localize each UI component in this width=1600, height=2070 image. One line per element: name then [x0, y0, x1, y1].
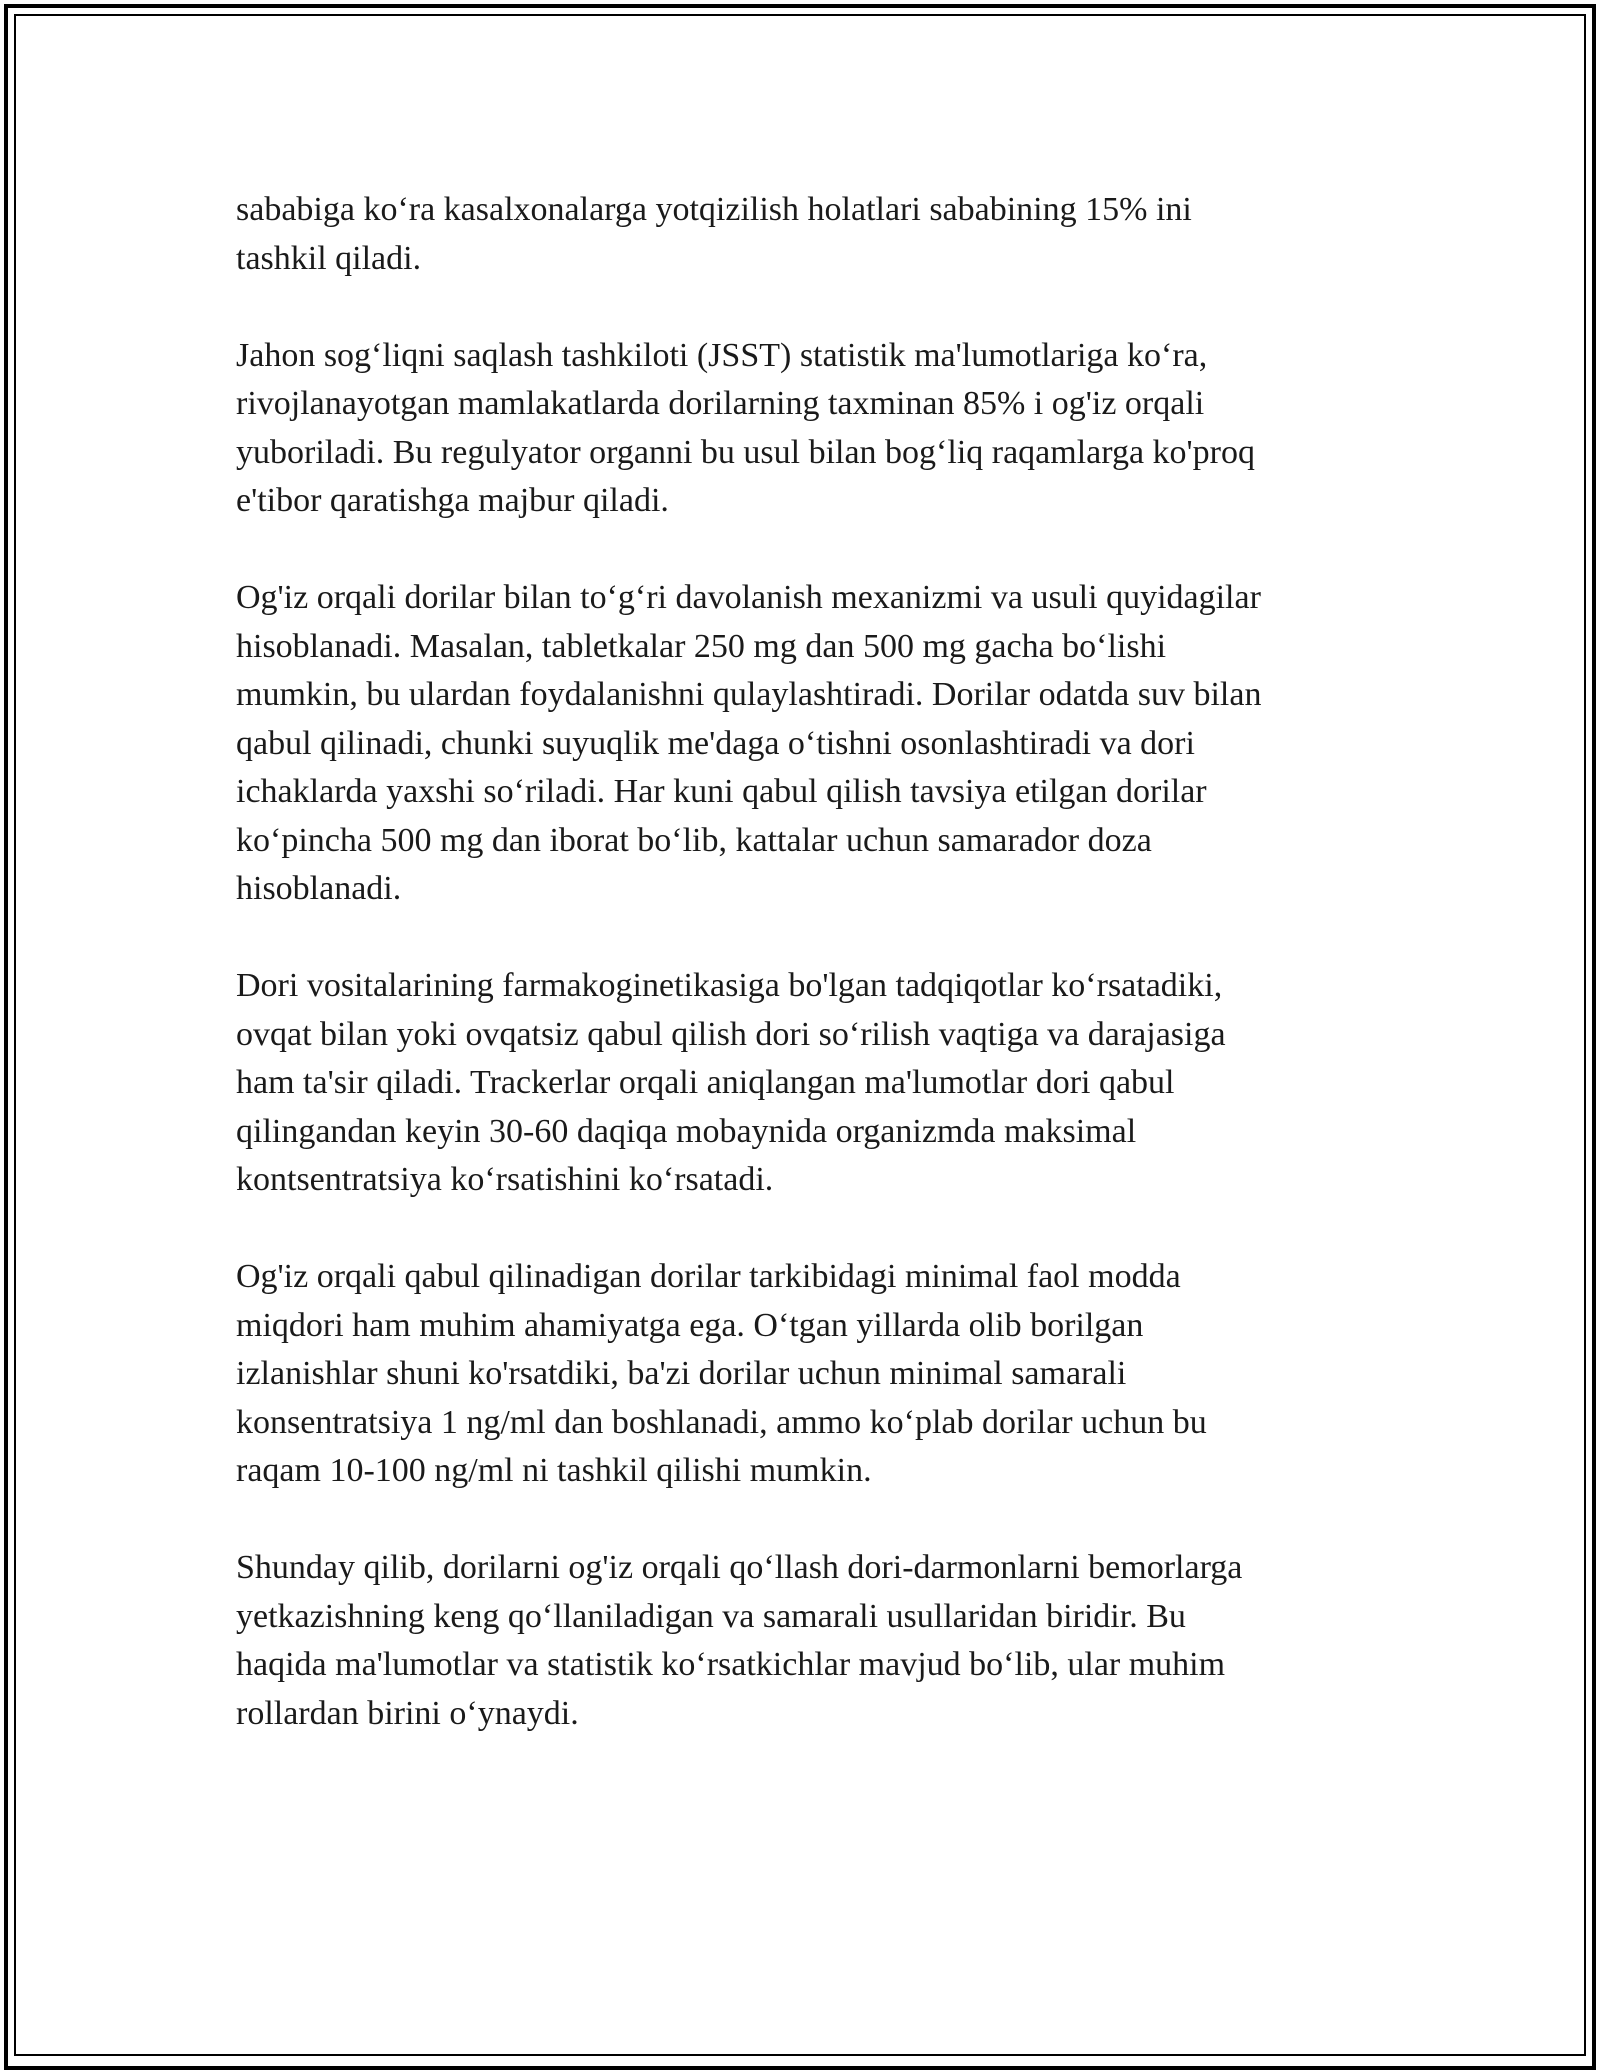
paragraph-6 — [236, 1544, 1386, 1738]
text-line: miqdori ham muhim ahamiyatga ega. O‘tgan yillarda olib borilgan — [236, 1306, 1144, 1344]
paragraph-1 — [236, 186, 1386, 283]
text-line: hisoblanadi. — [236, 870, 402, 907]
text-line: raqam 10-100 ng/ml ni tashkil qilishi mumkin. — [236, 1452, 872, 1489]
text-line: tashkil qiladi. — [236, 239, 422, 277]
text-line: konsentratsiya 1 ng/ml dan boshlanadi, ammo ko‘plab dorilar uchun bu — [236, 1403, 1207, 1441]
text-line: ham ta'sir qiladi. Trackerlar orqali aniqlangan ma'lumotlar dori qabul — [236, 1064, 1175, 1101]
text-line: yuboriladi. Bu regulyator organni bu usul bilan bog‘liq raqamlarga ko'proq — [236, 433, 1256, 471]
text-line: rollardan birini o‘ynaydi. — [236, 1694, 579, 1732]
document-body — [236, 186, 1386, 1787]
paragraph-3 — [236, 574, 1386, 914]
text-line: Shunday qilib, dorilarni og'iz orqali qo‘llash dori-darmonlarni bemorlarga — [236, 1549, 1243, 1586]
text-line: haqida ma'lumotlar va statistik ko‘rsatkichlar mavjud bo‘lib, ular muhim — [236, 1646, 1226, 1683]
text-line: qilingandan keyin 30-60 daqiqa mobaynida organizmda maksimal — [236, 1112, 1137, 1150]
text-line: e'tibor qaratishga majbur qiladi. — [236, 482, 669, 519]
text-line: izlanishlar shuni ko'rsatdiki, ba'zi dorilar uchun minimal samarali — [236, 1355, 1127, 1392]
text-line: ovqat bilan yoki ovqatsiz qabul qilish dori so‘rilish vaqtiga va darajasiga — [236, 1015, 1226, 1053]
text-line: Dori vositalarining farmakoginetikasiga bo'lgan tadqiqotlar ko‘rsatadiki, — [236, 967, 1223, 1004]
text-line: Og'iz orqali qabul qilinadigan dorilar tarkibidagi minimal faol modda — [236, 1258, 1181, 1295]
paragraph-2 — [236, 332, 1386, 526]
paragraph-5 — [236, 1253, 1386, 1496]
text-line: qabul qilinadi, chunki suyuqlik me'daga o‘tishni osonlashtiradi va dori — [236, 724, 1195, 762]
text-line: kontsentratsiya ko‘rsatishini ko‘rsatadi. — [236, 1161, 774, 1198]
text-line: Jahon sog‘liqni saqlash tashkiloti (JSST) statistik ma'lumotlariga ko‘ra, — [236, 336, 1208, 374]
text-line: Og'iz orqali dorilar bilan to‘g‘ri davolanish mexanizmi va usuli quyidagilar — [236, 579, 1261, 616]
text-line: sababiga ko‘ra kasalxonalarga yotqizilish holatlari sababining 15% ini — [236, 191, 1192, 228]
text-line: ko‘pincha 500 mg dan iborat bo‘lib, kattalar uchun samarador doza — [236, 821, 1152, 859]
text-line: hisoblanadi. Masalan, tabletkalar 250 mg dan 500 mg gacha bo‘lishi — [236, 627, 1167, 665]
text-line: rivojlanayotgan mamlakatlarda dorilarning taxminan 85% i og'iz orqali — [236, 385, 1205, 422]
paragraph-4 — [236, 962, 1386, 1205]
text-line: ichaklarda yaxshi so‘riladi. Har kuni qabul qilish tavsiya etilgan dorilar — [236, 773, 1207, 810]
text-line: mumkin, bu ulardan foydalanishni qulaylashtiradi. Dorilar odatda suv bilan — [236, 676, 1262, 713]
text-line: yetkazishning keng qo‘llaniladigan va samarali usullaridan biridir. Bu — [236, 1597, 1186, 1635]
